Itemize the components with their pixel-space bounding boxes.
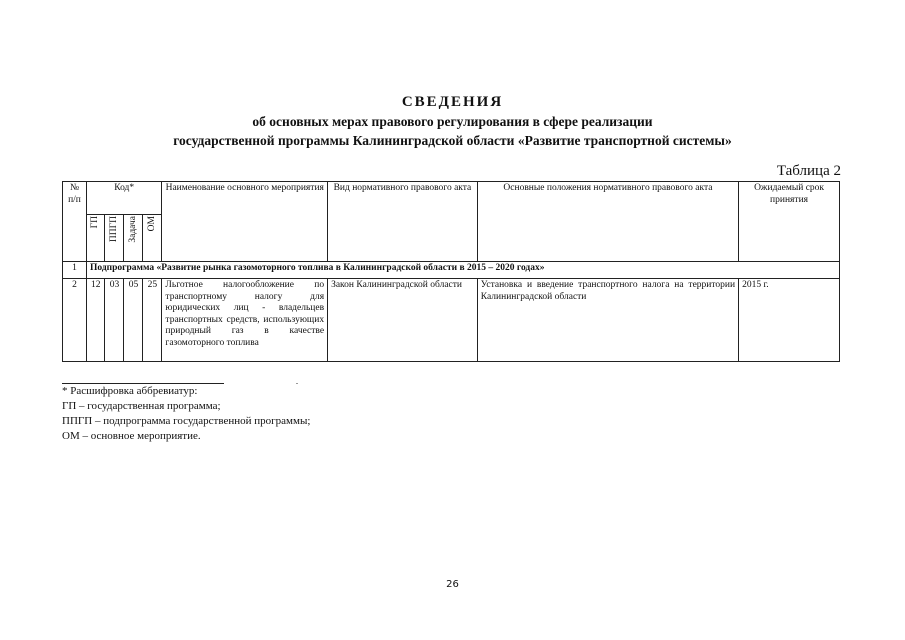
row-ppgp: 03 — [105, 279, 124, 362]
row-gp: 12 — [86, 279, 105, 362]
document-title — [0, 92, 905, 150]
header-code-gp: ГП — [86, 215, 105, 262]
header-measure: Наименование основного мероприятия — [162, 182, 328, 262]
header-code-task: Задача — [124, 215, 143, 262]
table-row — [63, 279, 840, 362]
row-provisions: Установка и введение транспортного налога на территории Калининградской области — [477, 279, 738, 362]
row-deadline: 2015 г. — [739, 279, 840, 362]
header-code-ppgp: ППГП — [105, 215, 124, 262]
section-row — [63, 262, 840, 279]
title-line-3: государственной программы Калининградской области «Развитие транспортной системы» — [173, 133, 732, 148]
footnote-item-om: ОМ – основное мероприятие. — [62, 430, 201, 442]
row-om: 25 — [143, 279, 162, 362]
header-deadline: Ожидаемый срок принятия — [739, 182, 840, 262]
header-code: Код* — [86, 182, 161, 215]
footnote-title: * Расшифровка аббревиатур: — [62, 385, 198, 397]
footnote-item-ppgp: ППГП – подпрограмма государственной программы; — [62, 415, 311, 427]
header-row-1 — [63, 182, 840, 215]
header-act-type: Вид нормативного правового акта — [328, 182, 478, 262]
section-title: Подпрограмма «Развитие рынка газомоторного топлива в Калининградской области в 2015 – 2020 годах» — [86, 262, 839, 279]
title-line-1: СВЕДЕНИЯ — [401, 94, 504, 110]
page-number: 26 — [446, 579, 459, 590]
table-label: Таблица 2 — [776, 163, 841, 179]
footnote-item-gp: ГП – государственная программа; — [62, 400, 221, 412]
footnote — [62, 384, 310, 444]
row-task: 05 — [124, 279, 143, 362]
header-code-om: ОМ — [143, 215, 162, 262]
row-num: 2 — [63, 279, 87, 362]
header-provisions: Основные положения нормативного правового акта — [477, 182, 738, 262]
legal-measures-table — [62, 181, 840, 362]
row-measure: Льготное налогообложение по транспортному налогу для юридических лиц - владельцев транспортных средств, использующих природный газ в качестве газомоторного топлива — [162, 279, 328, 362]
row-act-type: Закон Калининградской области — [328, 279, 478, 362]
title-line-2: об основных мерах правового регулирования в сфере реализации — [252, 114, 653, 129]
header-num: № п/п — [63, 182, 87, 262]
section-num: 1 — [63, 262, 87, 279]
